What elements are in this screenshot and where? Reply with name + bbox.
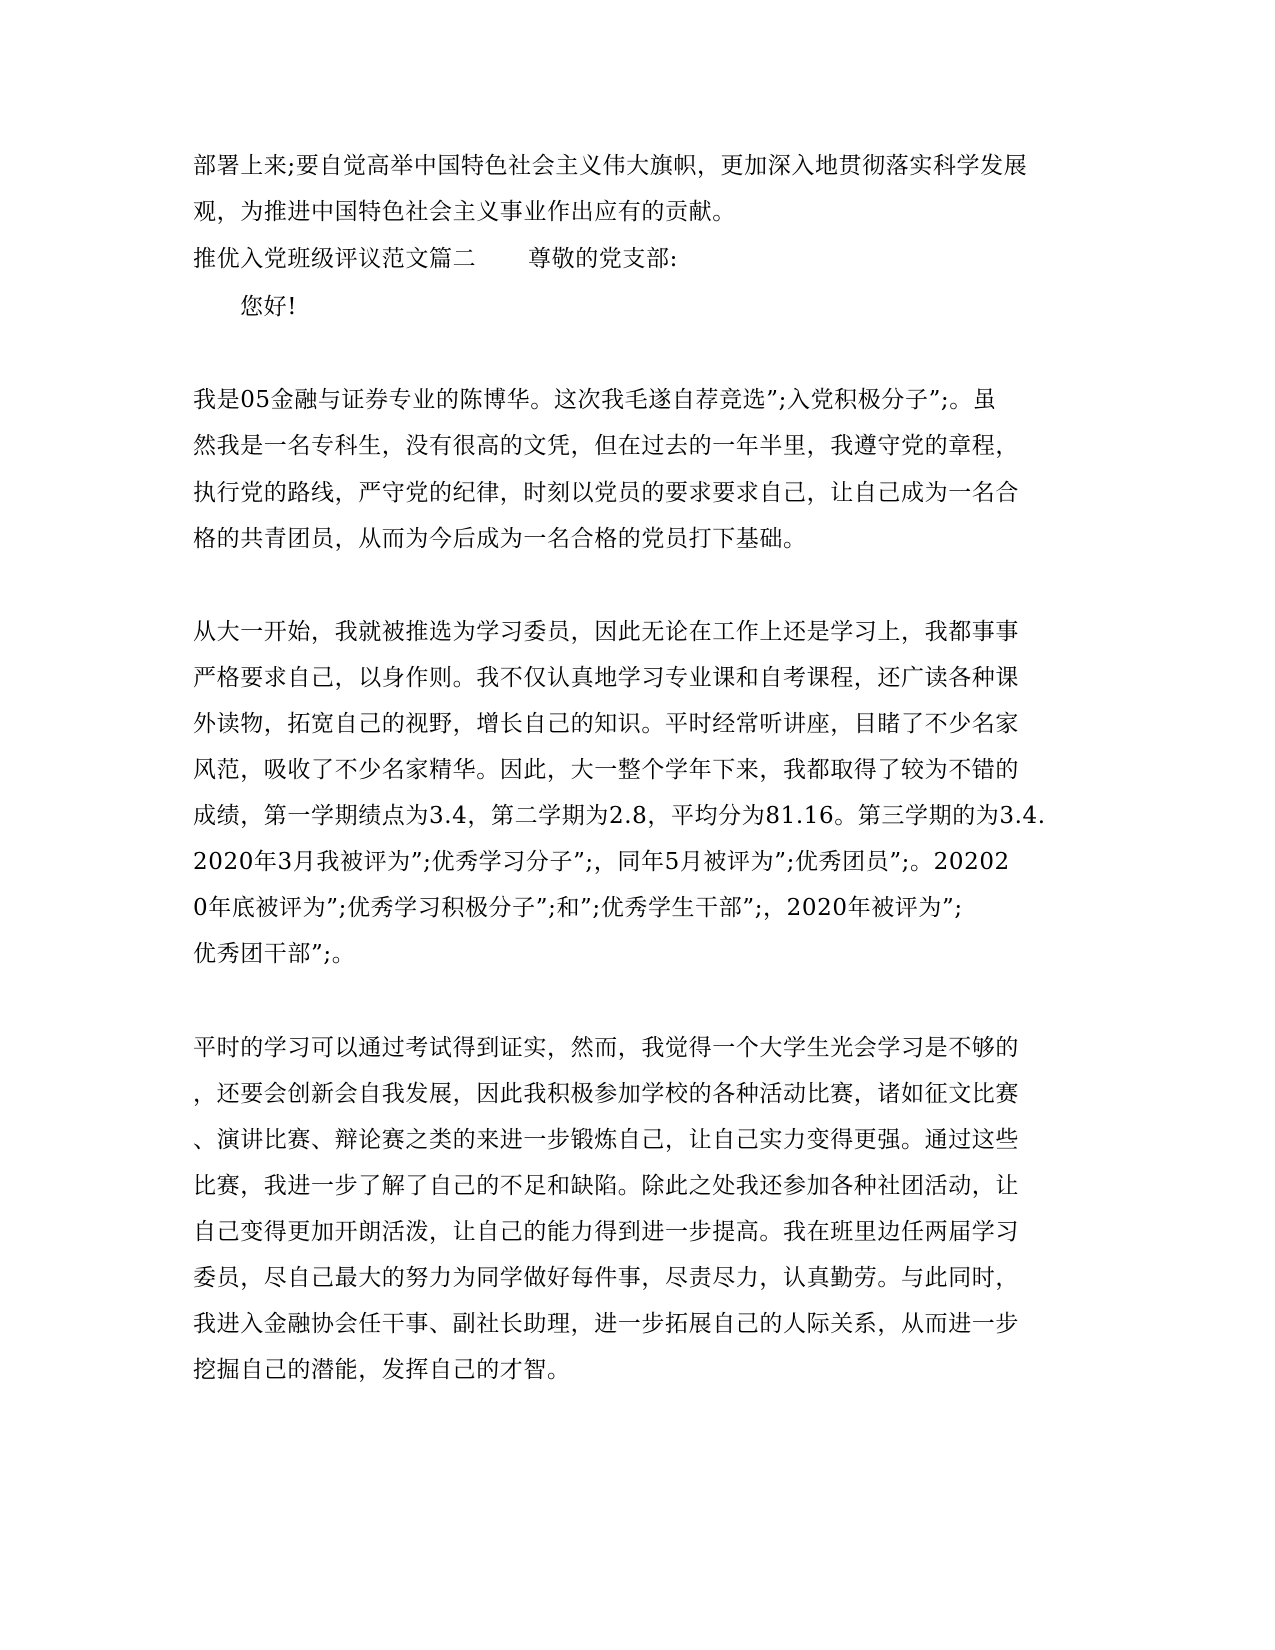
- paragraph-line: 2020年3月我被评为”;优秀学习分子”;，同年5月被评为”;优秀团员”;。20202: [193, 849, 1010, 875]
- paragraph-line: ，还要会创新会自我发展，因此我积极参加学校的各种活动比赛，诸如征文比赛: [193, 1081, 1019, 1107]
- paragraph-line: 成绩，第一学期绩点为3.4，第二学期为2.8，平均分为81.16。第三学期的为3.4.: [193, 803, 1046, 829]
- paragraph-line: 、演讲比赛、辩论赛之类的来进一步锻炼自己，让自己实力变得更强。通过这些: [193, 1127, 1019, 1153]
- paragraph-line: 外读物，拓宽自己的视野，增长自己的知识。平时经常听讲座，目睹了不少名家: [193, 711, 1019, 737]
- paragraph-line: 0年底被评为”;优秀学习积极分子”;和”;优秀学生干部”;，2020年被评为”;: [193, 895, 963, 921]
- paragraph-line: 严格要求自己，以身作则。我不仅认真地学习专业课和自考课程，还广读各种课: [193, 665, 1019, 691]
- paragraph-line: 我进入金融协会任干事、副社长助理，进一步拓展自己的人际关系，从而进一步: [193, 1311, 1019, 1337]
- salutation: 尊敬的党支部:: [528, 246, 678, 272]
- greeting: 您好!: [240, 294, 298, 320]
- paragraph-line: 我是05金融与证券专业的陈博华。这次我毛遂自荐竞选”;入党积极分子”;。虽: [193, 387, 997, 413]
- paragraph-line: 然我是一名专科生，没有很高的文凭，但在过去的一年半里，我遵守党的章程，: [193, 433, 1019, 459]
- intro-line: 部署上来;要自觉高举中国特色社会主义伟大旗帜，更加深入地贯彻落实科学发展: [193, 153, 1028, 179]
- paragraph-line: 格的共青团员，从而为今后成为一名合格的党员打下基础。: [193, 526, 807, 552]
- paragraph-line: 优秀团干部”;。: [193, 941, 356, 967]
- paragraph-line: 平时的学习可以通过考试得到证实，然而，我觉得一个大学生光会学习是不够的: [193, 1035, 1019, 1061]
- paragraph-line: 委员，尽自己最大的努力为同学做好每件事，尽责尽力，认真勤劳。与此同时，: [193, 1265, 1019, 1291]
- paragraph-line: 从大一开始，我就被推选为学习委员，因此无论在工作上还是学习上，我都事事: [193, 619, 1019, 645]
- paragraph-line: 挖掘自己的潜能，发挥自己的才智。: [193, 1357, 571, 1383]
- section-heading: 推优入党班级评议范文篇二: [193, 246, 477, 272]
- intro-line: 观，为推进中国特色社会主义事业作出应有的贡献。: [193, 199, 736, 225]
- paragraph-line: 自己变得更加开朗活泼，让自己的能力得到进一步提高。我在班里边任两届学习: [193, 1219, 1019, 1245]
- paragraph-line: 风范，吸收了不少名家精华。因此，大一整个学年下来，我都取得了较为不错的: [193, 757, 1019, 783]
- paragraph-line: 比赛，我进一步了解了自己的不足和缺陷。除此之处我还参加各种社团活动，让: [193, 1173, 1019, 1199]
- paragraph-line: 执行党的路线，严守党的纪律，时刻以党员的要求要求自己，让自己成为一名合: [193, 480, 1019, 506]
